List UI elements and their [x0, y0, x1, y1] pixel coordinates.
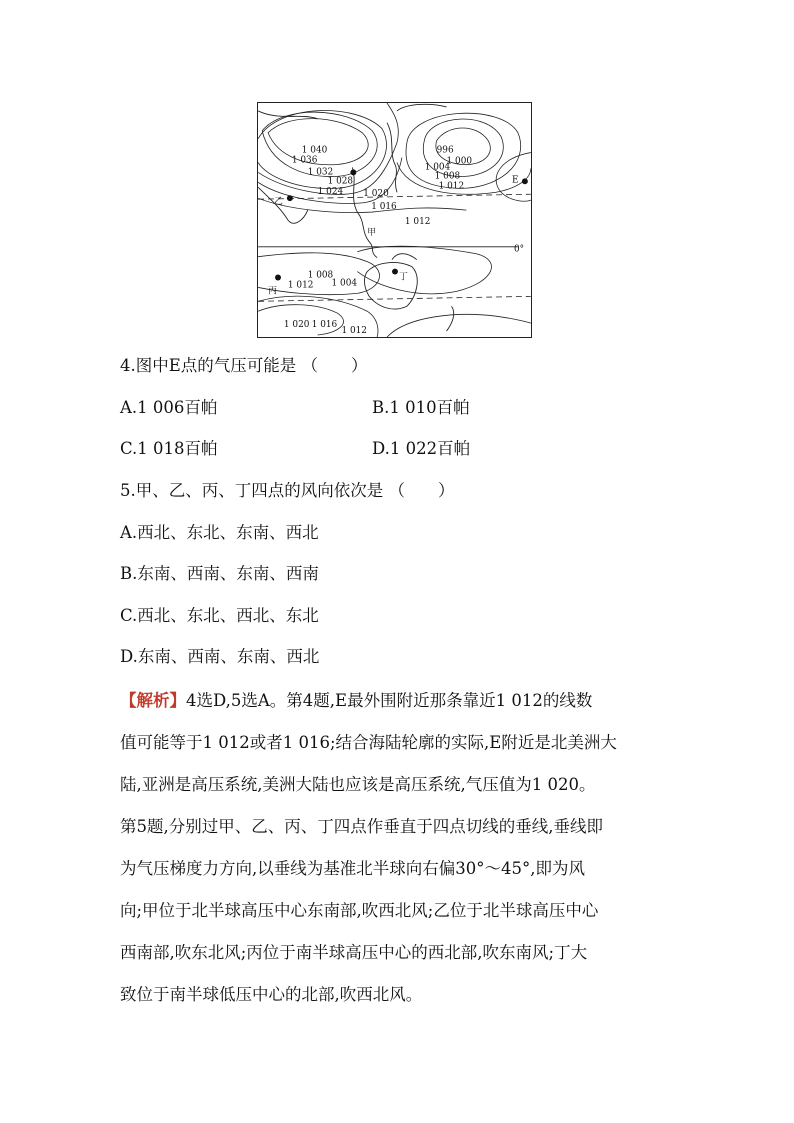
isobar-label: 1 040	[301, 145, 328, 156]
q5-stem: 5.甲、乙、丙、丁四点的风向依次是 （ ）	[120, 481, 455, 500]
isobar-label: 1 012	[404, 216, 431, 227]
analysis-line-8: 致位于南半球低压中心的北部,吹西北风。	[120, 985, 423, 1004]
point-e	[522, 178, 528, 184]
isobar-label: 1 036	[291, 155, 318, 166]
tropic-north-line	[258, 194, 531, 199]
coastline	[392, 254, 417, 260]
isobar-label: 1 012	[438, 181, 465, 192]
analysis-line-7: 西南部,吹东北风;丙位于南半球高压中心的西北部,吹东南风;丁大	[120, 943, 588, 962]
isobar-label: 1 004	[424, 162, 451, 173]
q5-option-d: D.东南、西南、东南、西北	[120, 647, 320, 666]
label-bing: 丙	[268, 286, 278, 297]
isobar-label: 1 020	[363, 189, 389, 200]
isobar-label: 1 024	[317, 187, 344, 198]
analysis-text: 4选D,5选A。第4题,E最外围附近那条靠近1 012的线数	[186, 691, 593, 710]
isobar-label: 1 032	[307, 167, 334, 178]
isobar-label: 1 000	[446, 156, 473, 167]
analysis-line-4: 第5题,分别过甲、乙、丙、丁四点作垂直于四点切线的垂线,垂线即	[120, 817, 603, 836]
analysis-line-2: 值可能等于1 012或者1 016;结合海陆轮廓的实际,E附近是北美洲大	[120, 733, 617, 752]
coastline	[397, 104, 447, 111]
coastline	[364, 262, 417, 309]
analysis-line-1	[120, 687, 680, 711]
coastline	[447, 306, 454, 331]
equator-label: 0°	[513, 244, 525, 255]
q5-option-b: B.东南、西南、东南、西南	[120, 564, 319, 583]
isobar-line	[268, 119, 368, 165]
label-e: E	[511, 175, 519, 186]
q4-option-c: C.1 018百帕	[120, 439, 218, 458]
isobar-label: 1 016	[311, 320, 338, 331]
tropic-south-line	[258, 296, 531, 301]
analysis-line-6: 向;甲位于北半球高压中心东南部,吹西北风;乙位于北半球高压中心	[120, 901, 599, 920]
label-ding: 丁	[398, 272, 408, 283]
coastline	[387, 123, 397, 192]
isobar-label: 1 004	[331, 278, 358, 289]
analysis-tag: 【解析】	[120, 691, 186, 710]
point-ding	[392, 269, 398, 275]
point-jia	[350, 169, 356, 175]
q4-stem: 4.图中E点的气压可能是 （ ）	[120, 356, 368, 375]
isobar-label: 996	[436, 145, 454, 156]
q4-option-b: B.1 010百帕	[372, 398, 470, 417]
label-jia: 甲	[367, 227, 377, 238]
q4-option-a: A.1 006百帕	[120, 398, 218, 417]
isobar-label: 1 016	[371, 202, 397, 213]
isobar-label: 1 012	[287, 280, 314, 291]
q5-option-a: A.西北、东北、东南、西北	[120, 523, 319, 542]
isobar-label: 1 020	[283, 320, 310, 331]
label-yi: 乙	[274, 197, 283, 208]
isobar-map	[257, 102, 532, 338]
isobar-line	[387, 314, 531, 337]
isobar-label: 1 012	[341, 326, 367, 337]
isobar-map-svg	[258, 103, 531, 337]
q5-option-c: C.西北、东北、西北、东北	[120, 606, 319, 625]
isobar-label: 1 008	[434, 171, 461, 182]
isobar-label: 1 028	[327, 176, 354, 187]
analysis-line-3: 陆,亚洲是高压系统,美洲大陆也应该是高压系统,气压值为1 020。	[120, 775, 596, 794]
isobar-label: 1 008	[307, 270, 334, 281]
point-yi	[287, 195, 293, 201]
point-bing	[275, 275, 281, 281]
analysis-line-5: 为气压梯度力方向,以垂线为基准北半球向右偏30°～45°,即为风	[120, 859, 585, 878]
q4-option-d: D.1 022百帕	[372, 439, 471, 458]
